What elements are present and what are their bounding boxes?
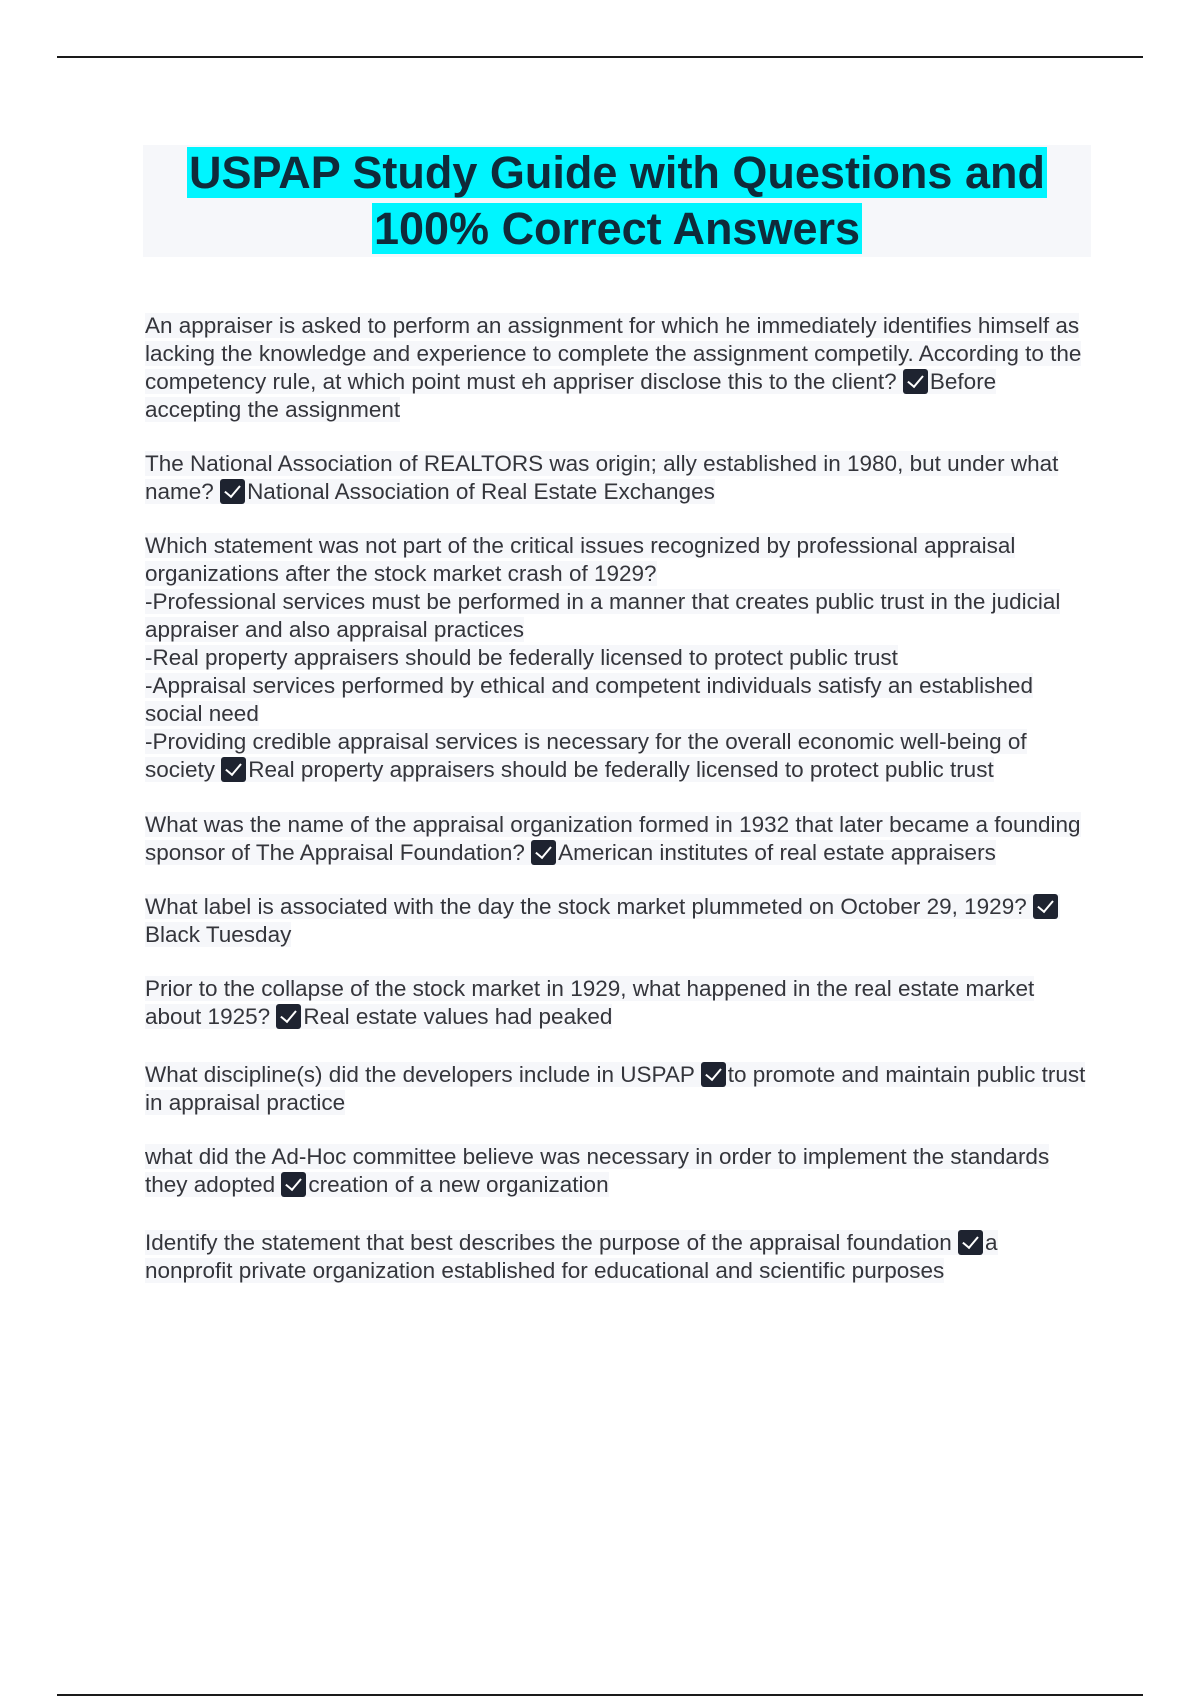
check-box-icon bbox=[903, 369, 928, 394]
answer-text: a nonprofit private organization established for educational and scientific purposes bbox=[145, 1230, 998, 1283]
check-box-icon bbox=[221, 757, 246, 782]
option-text: -Providing credible appraisal services is necessary for the overall economic well-being of society bbox=[145, 729, 1027, 782]
check-box-icon bbox=[1033, 894, 1058, 919]
check-box-icon bbox=[701, 1062, 726, 1087]
qa-item bbox=[145, 312, 1090, 424]
answer-text: American institutes of real estate appraisers bbox=[558, 840, 996, 865]
answer-text: Black Tuesday bbox=[145, 922, 292, 947]
top-divider bbox=[57, 56, 1143, 58]
question-text: what did the Ad-Hoc committee believe was necessary in order to implement the standards they adopted bbox=[145, 1144, 1050, 1197]
answer-text: National Association of Real Estate Exchanges bbox=[247, 479, 715, 504]
question-text: The National Association of REALTORS was origin; ally established in 1980, but under what name? bbox=[145, 451, 1059, 504]
question-text: What was the name of the appraisal organization formed in 1932 that later became a founding sponsor of The Appraisal Foundation? bbox=[145, 812, 1081, 865]
bottom-divider bbox=[57, 1694, 1143, 1696]
check-box-icon bbox=[531, 840, 556, 865]
answer-text: Before accepting the assignment bbox=[145, 369, 997, 422]
qa-item bbox=[145, 1143, 1090, 1199]
title-line-1: USPAP Study Guide with Questions and bbox=[189, 147, 1045, 198]
option-text: -Appraisal services performed by ethical and competent individuals satisfy an established social need bbox=[145, 673, 1033, 726]
check-box-icon bbox=[281, 1172, 306, 1197]
title-block bbox=[143, 145, 1091, 257]
question-text: An appraiser is asked to perform an assignment for which he immediately identifies himself as lacking the knowledge and experience to complete the assignment competily. According to the competency rule, at which point must eh appriser disclose this to the client? bbox=[145, 313, 1082, 394]
qa-item bbox=[145, 1229, 1090, 1285]
question-text: Identify the statement that best describes the purpose of the appraisal foundation bbox=[145, 1230, 952, 1255]
question-text: What label is associated with the day the stock market plummeted on October 29, 1929? bbox=[145, 894, 1027, 919]
qa-item bbox=[145, 1061, 1090, 1117]
qa-item bbox=[145, 893, 1090, 949]
option-text: -Real property appraisers should be federally licensed to protect public trust bbox=[145, 645, 898, 670]
qa-item bbox=[145, 532, 1090, 784]
answer-text: creation of a new organization bbox=[308, 1172, 609, 1197]
option-text: -Professional services must be performed in a manner that creates public trust in the judicial appraiser and also appraisal practices bbox=[145, 589, 1061, 642]
check-box-icon bbox=[276, 1004, 301, 1029]
qa-item bbox=[145, 450, 1090, 506]
title-line-2: 100% Correct Answers bbox=[373, 203, 861, 254]
answer-text: to promote and maintain public trust in appraisal practice bbox=[145, 1062, 1086, 1115]
answer-text: Real property appraisers should be federally licensed to protect public trust bbox=[248, 757, 994, 782]
question-text: Prior to the collapse of the stock market in 1929, what happened in the real estate market about 1925? bbox=[145, 976, 1035, 1029]
check-box-icon bbox=[220, 479, 245, 504]
document-title bbox=[143, 145, 1091, 257]
question-text: Which statement was not part of the critical issues recognized by professional appraisal organizations after the stock market crash of 1929? bbox=[145, 533, 1016, 586]
qa-list bbox=[145, 312, 1090, 1285]
check-box-icon bbox=[958, 1230, 983, 1255]
qa-item bbox=[145, 811, 1090, 867]
question-text: What discipline(s) did the developers include in USPAP bbox=[145, 1062, 695, 1087]
qa-item bbox=[145, 975, 1090, 1031]
answer-text: Real estate values had peaked bbox=[303, 1004, 613, 1029]
